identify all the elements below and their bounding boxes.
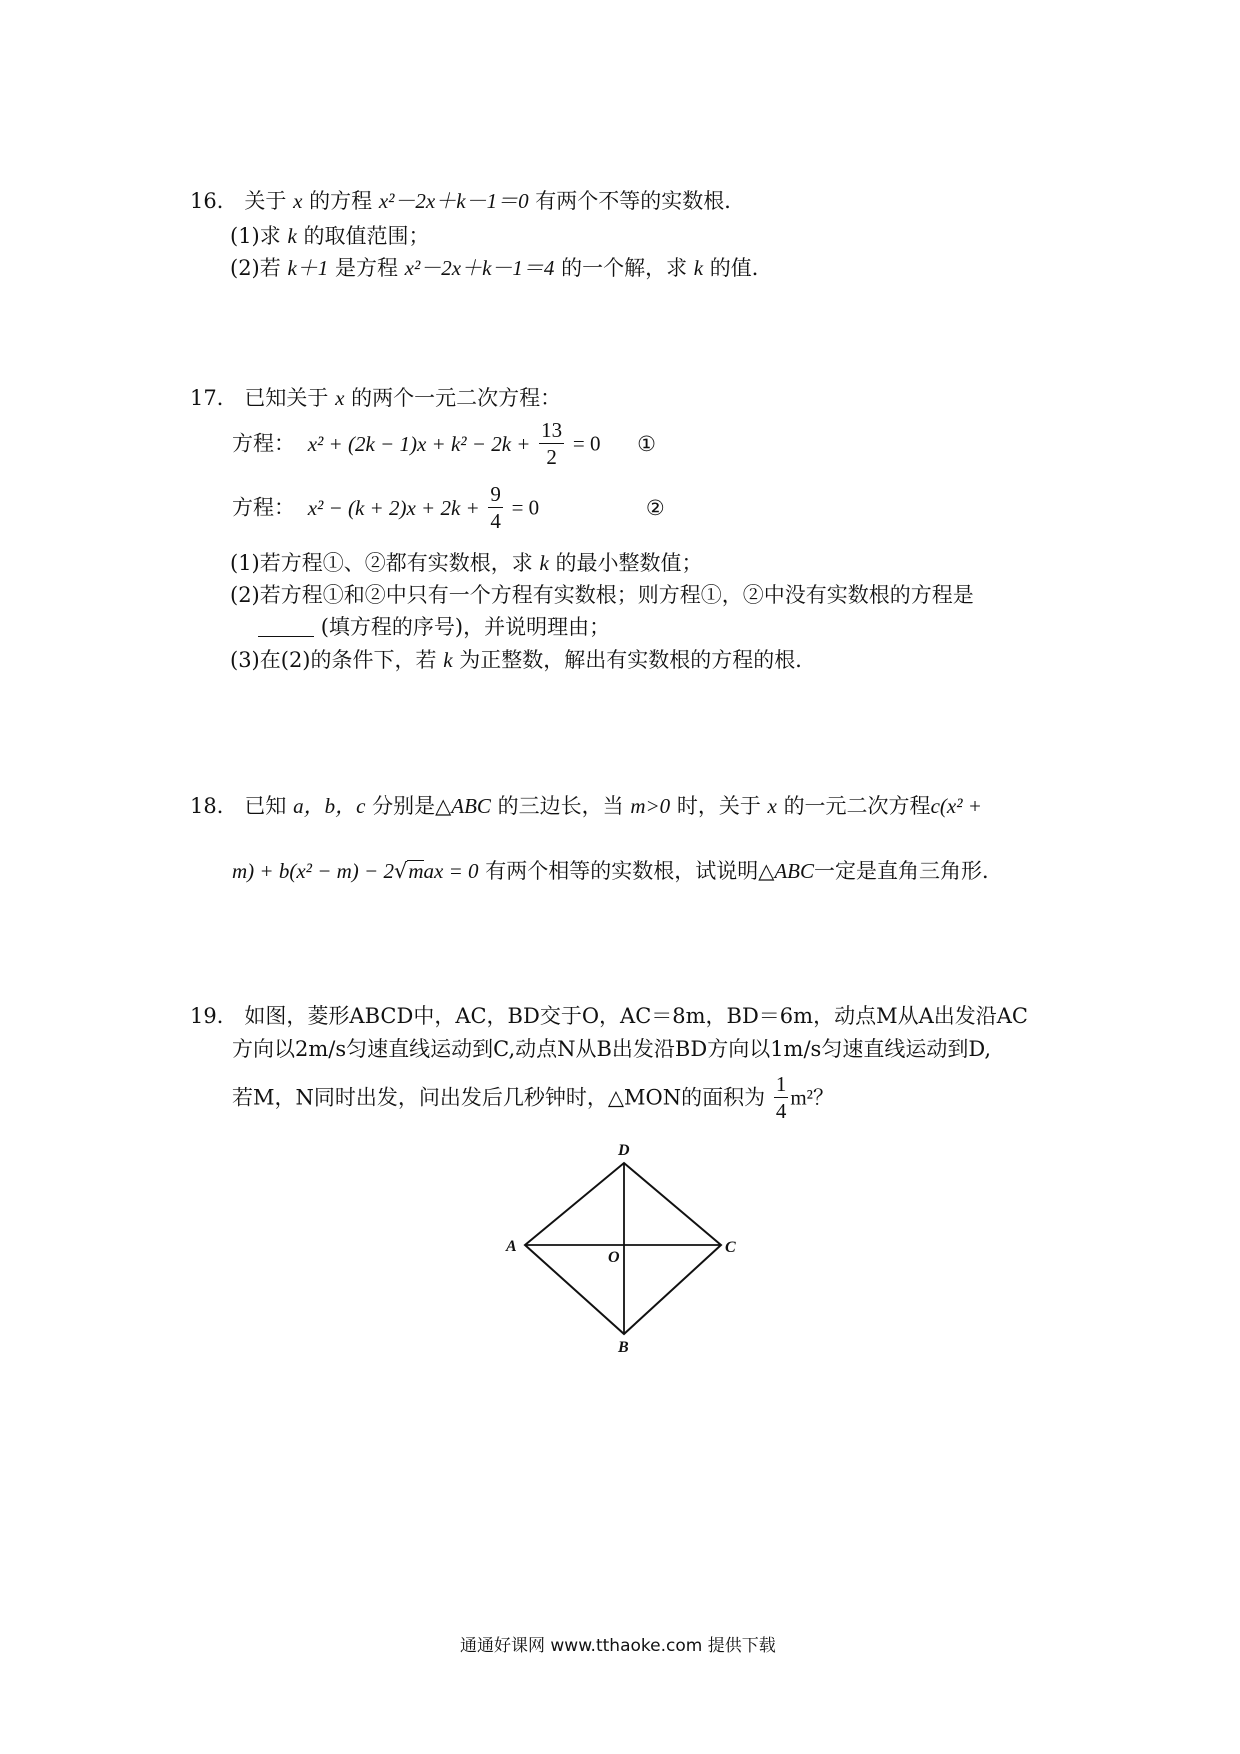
q17-part1-text: (1)若方程①、②都有实数根，求 [230,551,533,575]
q17-var-x: x [335,386,345,410]
q17-part3 [230,650,816,671]
q19-text: 方向以2m/s匀速直线运动到C,动点N从B出发沿BD方向以1m/s匀速直线运动到D, [232,1037,992,1061]
q17-eq1-frac-num: 13 [541,418,563,442]
q19-line1 [190,1006,1028,1027]
q18-vars: a，b，c [293,794,366,818]
q16-part1 [230,226,429,247]
q19-fraction [774,1074,789,1122]
q16-text: 有两个不等的实数根． [535,189,746,213]
q18-var-x: x [767,794,777,818]
q17-eq2-lhs: x² − (k + 2)x + 2k + [307,495,480,520]
q17-line1 [190,388,561,409]
label-a: A [506,1238,517,1255]
q19-text: ？ [812,1085,834,1110]
q18-triangle: ABC [451,794,491,818]
q17-eq1-fraction [539,420,564,468]
q17-equation-2 [232,484,665,532]
q18-text: 一定是直角三角形． [814,859,1004,883]
answer-blank [258,618,314,637]
q16-text: 的方程 [309,189,373,213]
q16-text: 关于 [244,189,287,213]
q18-condition: m>0 [630,794,671,818]
q18-number: 18． [190,794,238,818]
q17-eq1-mark: ① [637,431,656,456]
q18-line1 [190,796,982,817]
q18-text: 的三边长，当 [497,794,624,818]
q16-part2 [230,258,773,279]
q18-text: 已知 [244,794,287,818]
q17-eq2-fraction [488,484,503,532]
q16-var-x: x [293,189,303,213]
q18-equation-end: ax = 0 [423,859,479,883]
q17-part2-cont [258,617,610,638]
q18-sqrt-content: m [408,859,424,883]
q18-triangle: ABC [774,859,815,883]
q18-equation-cont: m) + b(x² − m) − 2 [232,859,394,883]
q17-part1 [230,553,702,574]
q16-part2-text: 的值． [709,256,773,280]
q16-var-k: k [693,256,704,280]
q19-line2 [232,1039,991,1060]
q16-part2-expr: k＋1 [287,256,329,280]
q19-frac-den: 4 [775,1099,787,1123]
label-o: O [608,1249,620,1266]
q17-part2 [230,585,974,606]
q17-eq2-rhs: = 0 [511,495,540,520]
q19-unit: m² [790,1085,813,1110]
q19-frac-num: 1 [775,1072,787,1096]
q19-number: 19． [190,1004,238,1028]
q16-part1-text: 的取值范围； [303,224,430,248]
q18-text: 有两个相等的实数根，试说明△ [485,859,775,883]
q17-part2-text: (2)若方程①和②中只有一个方程有实数根；则方程①，②中没有实数根的方程是 [230,583,974,607]
q16-part2-equation: x²－2x＋k－1＝4 [404,256,555,280]
q19-line3 [232,1074,834,1122]
q17-eq1-rhs: = 0 [572,431,601,456]
q18-text: 时，关于 [676,794,761,818]
q17-text: 的两个一元二次方程： [351,386,562,410]
rhombus-outline [525,1163,721,1334]
q16-part1-text: (1)求 [230,224,281,248]
q17-var-k: k [443,648,453,672]
q17-eq2-mark: ② [645,495,665,520]
q17-part1-text: 的最小整数值； [555,551,703,575]
q17-eq-label: 方程： [232,495,295,520]
q17-var-k: k [539,551,549,575]
q17-part2-cont-text: (填方程的序号)，并说明理由； [320,615,611,639]
q19-text: 若M，N同时出发，问出发后几秒钟时，△MON的面积为 [232,1085,766,1110]
q16-part2-text: 的一个解，求 [561,256,688,280]
q18-text: 的一元二次方程 [783,794,931,818]
q17-text: 已知关于 [244,386,329,410]
q16-equation: x²－2x＋k－1＝0 [378,189,529,213]
q16-number: 16． [190,189,238,213]
label-b: B [618,1339,629,1355]
label-c: C [725,1239,736,1256]
q17-number: 17． [190,386,238,410]
q17-eq1-frac-den: 2 [546,445,557,469]
q16-part2-text: (2)若 [230,256,281,280]
q17-eq-label: 方程： [232,431,295,456]
rhombus-figure [500,1135,760,1355]
footer-text: 通通好课网 www.tthaoke.com 提供下载 [460,1636,776,1656]
q17-equation-1 [232,420,656,468]
label-d: D [618,1142,630,1159]
q17-part3-text: (3)在(2)的条件下，若 [230,648,437,672]
q17-eq2-frac-num: 9 [490,482,501,506]
q18-text: 分别是△ [372,794,452,818]
sqrt-icon: √ [393,859,408,883]
q19-text: 如图，菱形ABCD中，AC，BD交于O，AC＝8m，BD＝6m，动点M从A出发沿AC [244,1004,1028,1028]
q17-part3-text: 为正整数，解出有实数根的方程的根． [459,648,817,672]
q18-line2 [232,860,1003,882]
q16-part2-text: 是方程 [334,256,398,280]
q16-line1 [190,191,745,212]
q18-equation-start: c(x² + [930,794,982,818]
q16-var-k: k [287,224,297,248]
page-footer [460,1638,776,1655]
q17-eq1-lhs: x² + (2k − 1)x + k² − 2k + [307,431,531,456]
q17-eq2-frac-den: 4 [490,509,501,533]
